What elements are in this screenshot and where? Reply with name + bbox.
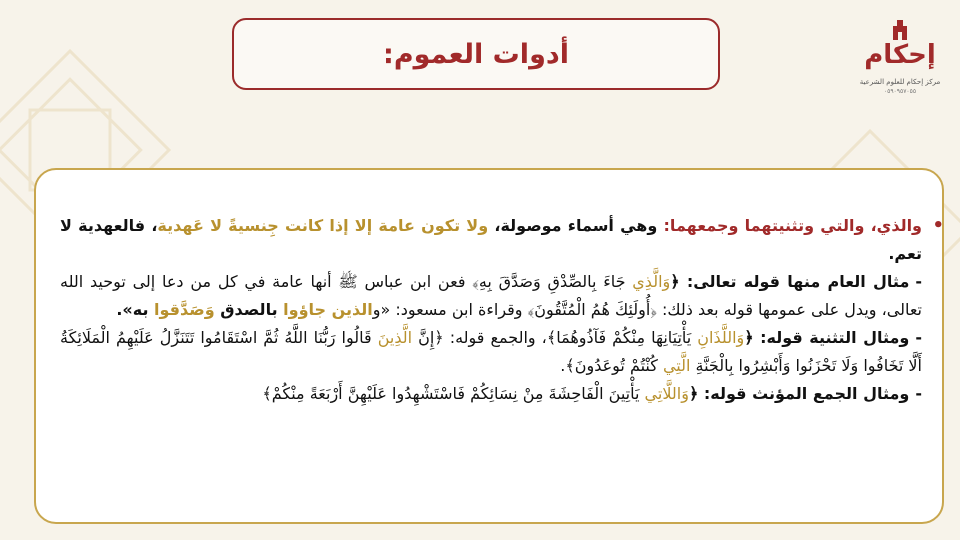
highlight-word: الَّتِي — [662, 356, 691, 375]
logo-wordmark: إحكام — [864, 40, 936, 70]
example-text: بالصدق — [214, 300, 284, 319]
example-text: به». — [116, 300, 155, 319]
highlight-word: وَصَدَّقوا — [154, 300, 215, 319]
example-text: ومثال الجمع المؤنث قوله: ﴿ — [688, 384, 910, 403]
paragraph-dual-example — [60, 324, 922, 380]
highlight-word: وَاللَّذَانِ — [697, 328, 745, 347]
title-box — [232, 18, 720, 90]
highlight-word: وَالَّذِي — [632, 272, 671, 291]
definition-text-end: ، فالعهدية لا تعم. — [60, 216, 922, 263]
example-text: كُنْتُمْ تُوعَدُونَ﴾. — [560, 356, 663, 375]
dash-marker: - — [915, 328, 923, 347]
bullet-icon: • — [932, 215, 944, 236]
example-text: ومثال التثنية قوله: ﴿ — [744, 328, 910, 347]
page-title: أدوات العموم: — [383, 38, 569, 70]
example-text: جَاءَ بِالصِّدْقِ وَصَدَّقَ بِهِ﴾ فعن ابن عباس ﷺ أنها عامة في كل من دعا إلى توحيد الله تعالى، ويدل على عمومها قوله بعد ذلك: ﴿أُولَئِكَ هُمُ الْمُتَّقُونَ﴾ وقراءة ابن مسعود: «و — [60, 272, 922, 319]
example-text: يَأْتِيَانِهَا مِنْكُمْ فَآذُوهُمَا﴾، والجمع قوله: ﴿إِنَّ — [412, 328, 698, 347]
highlight-word: الذين جاؤوا — [283, 300, 373, 319]
paragraph-definition — [60, 212, 944, 268]
dash-marker: - — [915, 384, 922, 403]
highlight-word: وَاللَّاتِي — [644, 384, 689, 403]
paragraph-general-example — [60, 268, 922, 324]
logo-subtitle: مركز إحكام للعلوم الشرعية — [859, 78, 941, 86]
paragraph-feminine-plural-example — [60, 380, 922, 408]
logo-tower-icon — [890, 20, 910, 42]
logo — [854, 18, 946, 100]
example-text: يَأْتِينَ الْفَاحِشَةَ مِنْ نِسَائِكُمْ فَاسْتَشْهِدُوا عَلَيْهِنَّ أَرْبَعَةً مِنْكُمْ﴾ — [262, 384, 645, 403]
dash-marker: - — [915, 272, 923, 291]
highlight-word: الَّذِينَ — [377, 328, 413, 347]
definition-text: وهي أسماء موصولة، — [488, 216, 664, 235]
example-text: مثال العام منها قوله تعالى: ﴿ — [670, 272, 910, 291]
content-body — [60, 212, 944, 408]
example-text: قَالُوا رَبُّنَا اللَّهُ ثُمَّ اسْتَقَامُوا تَتَنَزَّلُ عَلَيْهِمُ الْمَلَائِكَةُ أَلَّا تَخَافُوا وَلَا تَحْزَنُوا وَأَبْشِرُوا بِالْجَنَّةِ — [60, 328, 922, 375]
definition-condition: ولا تكون عامة إلا إذا كانت جِنسيةً لا عَهدية — [157, 216, 489, 235]
definition-head: والذي، والتي وتثنيتهما وجمعهما: — [663, 216, 922, 235]
logo-subtitle-number: ٠٥٩٠٩٥٧٠٥٥ — [883, 88, 917, 95]
